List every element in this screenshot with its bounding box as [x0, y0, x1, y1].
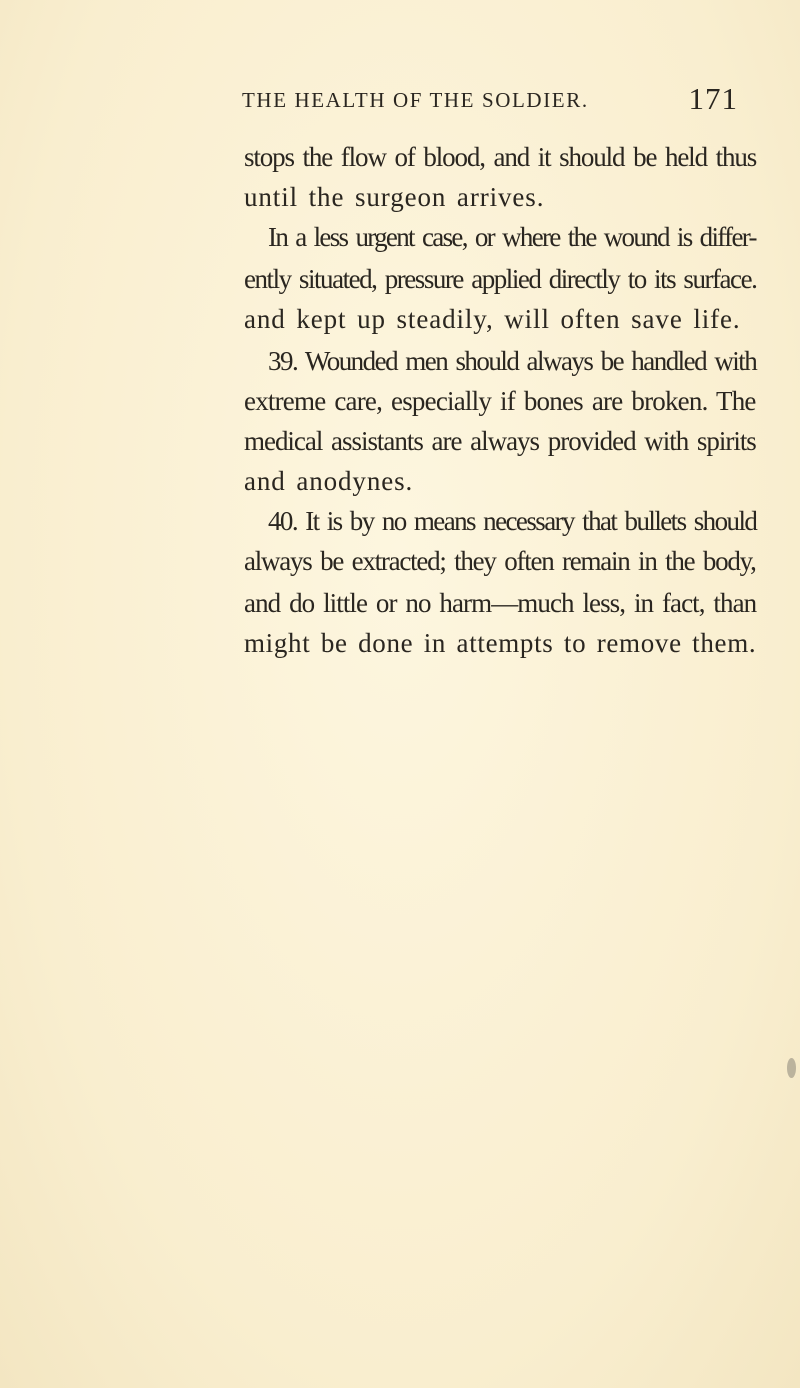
text-line: might be done in attempts to remove them. [244, 628, 757, 658]
running-title: THE HEALTH OF THE SOLDIER. [242, 88, 589, 112]
text-line: medical assistants are always provided with spirits [244, 426, 756, 456]
page-number: 171 [688, 81, 738, 116]
text-line: ently situated, pressure applied directly to its surface. [244, 264, 757, 294]
running-head [242, 81, 742, 120]
text-line: and anodynes. [244, 466, 414, 496]
text-line: In a less urgent case, or where the wound is differ- [268, 222, 756, 252]
text-line: always be extracted; they often remain in the body, [244, 546, 756, 576]
text-line: and kept up steadily, will often save life. [244, 304, 741, 334]
text-line: stops the flow of blood, and it should be held thus [244, 142, 757, 172]
text-line: and do little or no harm—much less, in fact, than [244, 588, 757, 618]
text-line: until the surgeon arrives. [244, 182, 545, 212]
paper-speck [787, 1058, 796, 1078]
text-line: extreme care, especially if bones are broken. The [244, 386, 756, 416]
text-line: 40. It is by no means necessary that bullets should [268, 506, 757, 536]
text-line: 39. Wounded men should always be handled with [268, 346, 757, 376]
